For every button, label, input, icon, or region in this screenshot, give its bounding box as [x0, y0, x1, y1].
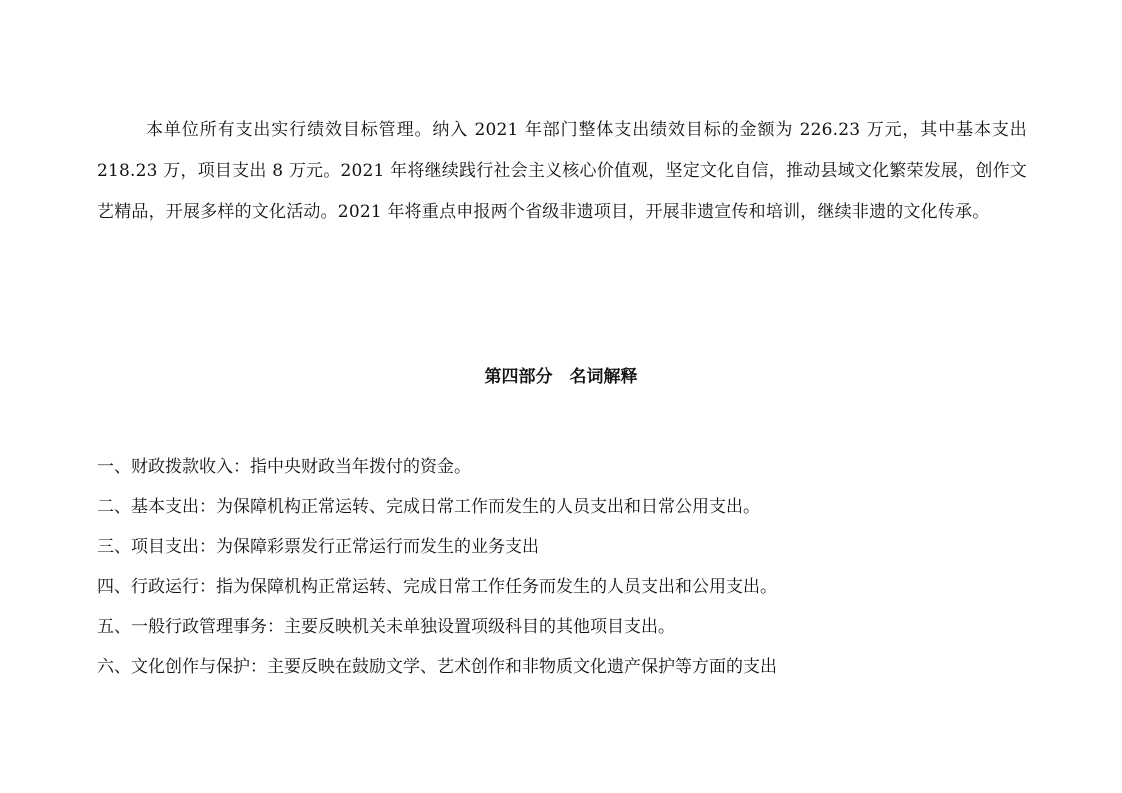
term-item-basic-expense: 二、基本支出：为保障机构正常运转、完成日常工作而发生的人员支出和日常公用支出。	[97, 497, 760, 517]
term-item-revenue: 一、财政拨款收入：指中央财政当年拨付的资金。	[97, 457, 471, 477]
intro-paragraph: 本单位所有支出实行绩效目标管理。纳入 2021 年部门整体支出绩效目标的金额为 226.23 万元，其中基本支出 218.23 万，项目支出 8 万元。2021 年将继续践行社会主义核心价值观，坚定文化自信，推动县域文化繁荣发展，创作文艺精品，开展多样的文化活动。2021 年将重点申报两个省级非遗项目，开展非遗宣传和培训，继续非遗的文化传承。	[97, 120, 1027, 222]
term-item-project-expense: 三、项目支出：为保障彩票发行正常运行而发生的业务支出	[97, 537, 539, 557]
section-title: 第四部分 名词解释	[484, 367, 638, 387]
term-item-general-admin: 五、一般行政管理事务：主要反映机关未单独设置项级科目的其他项目支出。	[97, 617, 675, 637]
term-item-culture-protection: 六、文化创作与保护：主要反映在鼓励文学、艺术创作和非物质文化遗产保护等方面的支出	[97, 657, 777, 677]
term-item-admin-operation: 四、行政运行：指为保障机构正常运转、完成日常工作任务而发生的人员支出和公用支出。	[97, 577, 777, 597]
term-list	[97, 453, 1027, 693]
